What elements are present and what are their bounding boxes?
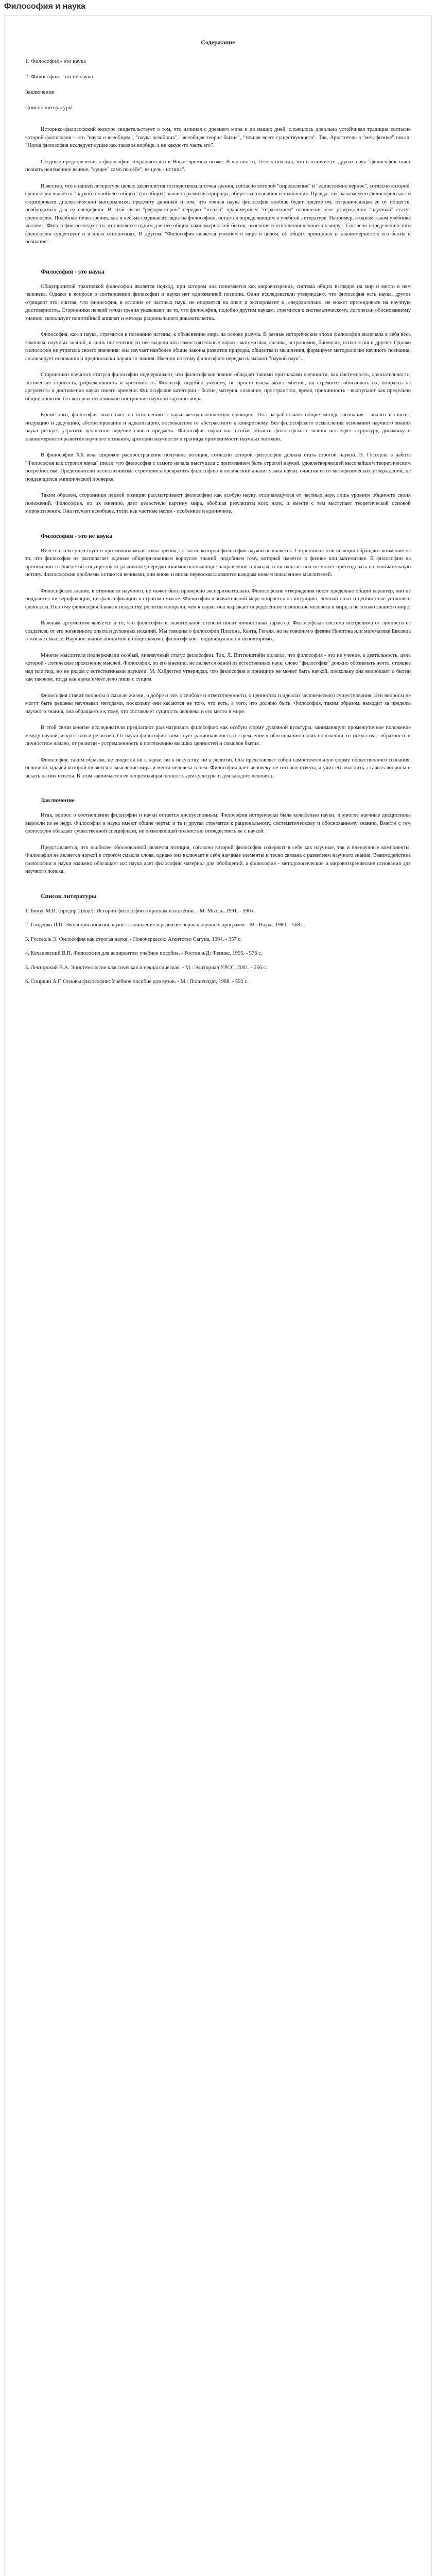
document-sheet (4, 15, 432, 2576)
paragraph: Итак, вопрос о соотношении философии и науки остается дискуссионным. Философия исторически была колыбелью науки, и многие научные дисциплины выросли из ее недр. Философия и наука имеют общие черты: и та и другая стремятся к рациональному, систематическому и обоснованному знанию. Вместе с тем философия обладает существенной спецификой, не позволяющей полностью отождествить ее с наукой. (25, 812, 411, 834)
toc-item[interactable]: Заключение (25, 89, 55, 95)
toc-heading: Содержание (201, 39, 235, 46)
paragraph: Философия, таким образом, не сводится ни к науке, ни к искусству, ни к религии. Она представляет собой самостоятельную форму общественного сознания, основной задачей которой является осмысление мира и места человека в нем. Философия дает человеку не готовые ответы, а учит его мыслить, ставить вопросы и искать на них ответы. В этом заключается ее непреходящая ценность для культуры и для каждого человека. (25, 757, 411, 779)
paragraph: Вместе с тем существует и противоположная точка зрения, согласно которой философия наукой не является. Сторонники этой позиции обращают внимание на то, что философия не располагает единым общепризнанным корпусом знаний, подобным тому, который имеется в физике или математике. В философии на протяжении тысячелетий сосуществуют различные, нередко взаимоисключающие направления и школы, и ни одна из них не может претендовать на окончательную истину. Философские проблемы остаются вечными, они вновь и вновь переосмысливаются каждым новым поколением мыслителей. (25, 548, 411, 578)
section-philosophy-is-not-science (25, 532, 411, 781)
paragraph: В философии ХХ века широкое распространение получила позиция, согласно которой философия должна стать строгой наукой. Э. Гуссерль в работе "Философия как строгая наука" писал, что философия с самого начала выступала с притязанием быть строгой наукой, удовлетворяющей высочайшим теоретическим потребностям. Представители неопозитивизма стремились превратить философию в логический анализ языка науки, очистив ее от метафизических утверждений, не поддающихся эмпирической проверке. (25, 452, 411, 482)
toc-item[interactable]: Список литературы (25, 105, 73, 111)
paragraph: Историко-философский экскурс свидетельствует о том, что начиная с древнего мира и до наших дней, сложилось довольно устойчивая традиция согласно которой философия – это "наука о всеобщем", "наука всеобщих", "всеобщая теория бытия", "точная всего существующего". Так, Аристотель в "метафизике" писал: "Наука философия исследует сущее как таковое вообще, а не какую-то часть его". (25, 127, 411, 148)
section-heading: Заключение (41, 796, 75, 804)
paragraph: Философское знание, в отличие от научного, не может быть проверено экспериментально. Философские утверждения носят предельно общий характер, они не поддаются ни верификации, ни фальсификации в строгом смысле. Философия в значительной мере опирается на интуицию, личный опыт и ценностные установки философа. Поэтому философия ближе к искусству, религии и морали, чем к науке: она выражает определенное отношение человека к миру, а не только знание о мире. (25, 588, 411, 610)
bibliography-item: 6. Спиркин А.Г. Основы философии: Учебное пособие для вузов. - М.: Политиздат, 1988. - 592 с. (25, 979, 249, 985)
section-conclusion (25, 796, 411, 876)
section-heading: Философия - это наука (41, 267, 104, 275)
paragraph: Кроме того, философия выполняет по отношению к науке методологическую функцию. Она разрабатывает общие методы познания - анализ и синтез, индукцию и дедукцию, абстрагирование и идеализацию, восхождение от абстрактного к конкретному. Без философского осмысления оснований научного знания наука рискует утратить целостное видение своего предмета. Философия науки как особая область философского знания исследует структуру, динамику и закономерности развития научного познания, критерии научности и границы применимости научных методов. (25, 412, 411, 442)
paragraph: Философия ставит вопросы о смысле жизни, о добре и зле, о свободе и ответственности, о ценностях и идеалах человеческого существования. Эти вопросы не могут быть решены научными методами, поскольку они касаются не того, что есть, а того, что должно быть. Философия, таким образом, выходит за пределы научного знания, она обращается к тому, что составляет сущность человека и его место в мире. (25, 692, 411, 715)
section-philosophy-is-science (25, 268, 411, 516)
bibliography-item: 4. Кохановский В.П. Философия для аспирантов: учебное пособие. - Ростов н/Д: Феникс, 1995. - 576 с. (25, 951, 263, 956)
toc-item[interactable]: 1. Философия - это наука (25, 58, 86, 64)
section-heading: Философия - это не наука (41, 532, 113, 539)
paragraph: Таким образом, сторонники первой позиции рассматривают философию как особую науку, отличающуюся от частных наук лишь уровнем общности своих положений. Философия, по их мнению, дает целостную картину мира, обобщая результаты всех наук, и вместе с тем выступает теоретической основой мировоззрения. Она изучает всеобщее, тогда как частные науки - особенное и единичное. (25, 493, 411, 514)
bibliography-item: 2. Гайденко П.П. Эволюция понятия науки: становление и развитие первых научных программ. - М.: Наука, 1980. - 568 с. (25, 922, 305, 928)
bibliography-heading: Список литературы (41, 892, 97, 900)
paragraph: Представляется, что наиболее обоснованной является позиция, согласно которой философия содержит в себе как научные, так и вненаучные компоненты. Философия не является наукой в строгом смысле слова, однако она включает в себя научные элементы и тесно связана с развитием научного знания. Взаимодействие философии и науки взаимно обогащает их: наука дает философии материал для обобщений, а философия - методологические и мировоззренческие основания для научного поиска. (25, 844, 411, 874)
paragraph: Многие мыслители подчеркивали особый, вненаучный статус философии. Так, Л. Витгенштейн полагал, что философия - это не учение, а деятельность, цель которой - логическое прояснение мыслей. Философия, по его мнению, не является одной из естественных наук; слово "философия" должно обозначать нечто, стоящее над или под, но не рядом с естественными науками. М. Хайдеггер утверждал, что философия в принципе не может быть наукой, поскольку она вопрошает о бытии как таковом, тогда как наука имеет дело лишь с сущим. (25, 652, 411, 682)
bibliography-item: 3. Гуссерль Э. Философия как строгая наука. - Новочеркасск: Агентство Сагуна, 1994. - 357 с. (25, 936, 242, 942)
paragraph: В этой связи многие исследователи предлагают рассматривать философию как особую форму духовной культуры, занимающую промежуточное положение между наукой, искусством и религией. От науки философия заимствует рациональность и стремление к обоснованию своих положений, от искусства - образность и личностное начало, от религии - устремленность к постижению высших ценностей и смыслов бытия. (25, 725, 411, 747)
intro-section (25, 126, 411, 246)
paragraph: Общепринятой трактовкой философии является подход, при котором она понимается как мировоззрение, система общих взглядов на мир и место в нем человека. Однако в вопросе о соотношении философии и науки нет однозначной позиции. Одни исследователи утверждают, что философия есть наука, другие отрицают это, считая, что философия, в отличие от частных наук, не опирается на опыт и эксперимент и, следовательно, не может претендовать на научную достоверность. Сторонники первой точки зрения указывают на то, что философия, подобно другим наукам, стремится к систематическому, логически обоснованному знанию, использует понятийный аппарат и методы рационального доказательства. (25, 283, 411, 321)
page-title: Философия и наука (4, 2, 85, 11)
bibliography-list (25, 907, 411, 986)
toc-item[interactable]: 2. Философия - это не наука (25, 74, 93, 80)
table-of-contents (25, 54, 411, 115)
paragraph: Известно, что в нашей литературе целью десятилетия господствовала точка зрения, согласно которой "определение" и "единственно верное", согласно которой, философия является "наукой о наиболее общих" (всеобщих) законов развития природы, общества, познания и мышления. Правда, так называемую философию часто формировали диалектический материализм; предмету двойный и том, что точная наука философия вообще будет предметом, отграничающая ее от обществ, необходимых для ее специфики. В этой связи "реформаторов" нередко "только" правомерным "отражением" отношения уже утверждение "научный" статус философии. Подобная точка зрения, как и весьма сходные взгляды на философию, остается определяющим в учебной литературе. Например, в одном таком учебнике читаем: "Философия исследует то, что является одним для нее общих закономерностей бытия, познания и отношения человека к миру". Согласно определению того философия существует и в иных отношениях. В другом: "Философия является учением о мире в целом, об общих принципах и закономерностях его бытия и познания". (25, 183, 411, 245)
paragraph: Важным аргументом является и то, что философия в значительной степени носит личностный характер. Философская система неотделима от личности ее создателя, от его жизненного опыта и духовных исканий. Мы говорим о философии Платона, Канта, Гегеля, но не говорим о физике Ньютона или математике Евклида в том же смысле. Научное знание анонимно и общезначимо, философское - индивидуально и неповторимо. (25, 620, 411, 642)
bibliography-item: 5. Лекторский В.А. Эпистемология классическая и неклассическая. - М.: Эдиториал УРСС, 2001. - 256 с. (25, 964, 267, 971)
bibliography-item: 1. Бичуг М.И. (предпр.) (еще): Истории философии в кратком изложении. - М: Мысль, 1991. - 590 с. (25, 908, 256, 914)
paragraph: Сходные представления о философии сохраняются и в Новое время и позже. В частности, Гегель полагал, что в отличие от других наук "философия хочет познать неизменное вечное, "сущее" само по себе", ее цель - истина". (25, 159, 411, 173)
section-bibliography (25, 892, 411, 986)
paragraph: Сторонники научного статуса философии подчеркивают, что философское знание обладает такими признаками научности, как системность, доказательность, логическая строгость, рефлексивность и критичность. Философ, подобно ученому, не просто высказывает мнения, но стремится обосновать их, опираясь на аргументы и достижения науки своего времени. Философские категории - бытие, материя, сознание, пространство, время, причинность - выступают как предельно общие понятия, без которых невозможно построение научной картины мира. (25, 372, 411, 402)
paragraph: Философия, как и наука, стремится к познанию истины, к объяснению мира на основе разума. В разные исторические эпохи философия включала в себя весь комплекс научных знаний, и лишь постепенно из нее выделились самостоятельные науки - математика, физика, астрономия, биология, психология и другие. Однако философия не утратила своего значения: она изучает наиболее общие законы развития природы, общества и мышления, формирует методологию научного познания, анализирует основания и предпосылки научного знания. Именно поэтому философию нередко называют "наукой наук". (25, 332, 411, 362)
